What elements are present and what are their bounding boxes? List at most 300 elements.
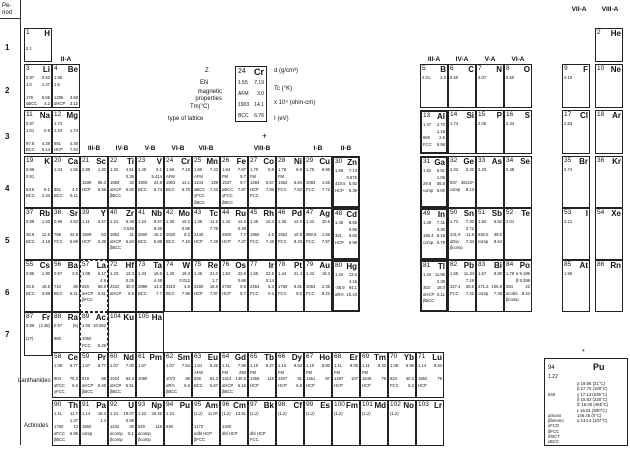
property-left: HCP — [194, 290, 203, 296]
property-left: HCP — [250, 186, 259, 192]
atomic-number: 82 — [450, 261, 458, 268]
property-left: βBCC — [423, 298, 435, 303]
property-left: BCC — [26, 147, 35, 152]
property-right: 8.64 — [493, 238, 502, 244]
element-ga — [420, 156, 448, 208]
property-left: (1.2) — [278, 411, 287, 416]
atomic-number: 41 — [138, 209, 146, 216]
property-left: 660 — [423, 135, 430, 140]
property-left: FM — [250, 369, 257, 375]
element-pb — [448, 260, 476, 312]
atomic-number: 37 — [26, 209, 34, 216]
property-left: FCC — [278, 290, 287, 296]
property-left: βcomp — [506, 297, 519, 302]
element-n — [476, 64, 504, 108]
property-left: 1.96 — [564, 271, 573, 276]
property-left: comp — [423, 187, 434, 193]
property-left: AFM — [194, 173, 203, 179]
element-symbol: Co — [263, 157, 274, 166]
property-left: 1.85 — [54, 75, 63, 80]
property-right: 7.29 — [493, 290, 502, 296]
element-symbol: Sr — [69, 209, 78, 218]
property-right: 79 — [437, 376, 442, 381]
property-left: αcubic — [506, 290, 519, 296]
element-symbol: Mg — [66, 111, 78, 120]
property-right: 7.7 — [240, 232, 246, 237]
property-right: 5.2 — [184, 232, 190, 237]
element-symbol: Al — [437, 112, 445, 121]
plutonium-detail-box — [544, 358, 628, 446]
property-left: 2996 — [138, 284, 148, 289]
element-symbol: Sm — [177, 353, 190, 362]
property-right: 1.7 — [212, 277, 218, 283]
element-ni — [276, 156, 304, 208]
legend-key-en: 1.55 — [238, 80, 248, 86]
atomic-number: 58 — [54, 353, 62, 360]
property-right: 30.0 — [125, 284, 134, 289]
legend-label-magnetic: magnetic properties — [195, 89, 222, 102]
property-right: 5.67 — [209, 382, 218, 388]
group-iiib: III-B — [87, 145, 101, 152]
atomic-number: 102 — [390, 401, 401, 408]
property-right: 5.6 — [184, 382, 190, 388]
element-cd — [332, 208, 360, 260]
property-right: 2.39 — [436, 278, 445, 284]
property-right: 8.13 — [465, 186, 474, 192]
pu-phase-label: εBCC — [548, 439, 559, 445]
property-right: 20.6 — [465, 284, 474, 289]
property-left: 2.48 — [506, 167, 515, 172]
property-right: 30.3 — [405, 376, 414, 381]
property-right: 9.39 — [348, 187, 357, 193]
property-left: comp — [478, 290, 489, 296]
element-symbol: At — [579, 261, 588, 270]
atomic-number: 99 — [306, 401, 314, 408]
atomic-number: 44 — [222, 209, 230, 216]
element-ge — [448, 156, 476, 208]
element-sc — [80, 156, 108, 208]
property-left: 1509 — [82, 232, 92, 237]
property-right: 3.89 — [41, 290, 50, 296]
property-left: 2140 — [194, 232, 204, 237]
property-left: 0.97 — [26, 121, 35, 126]
property-left: BCC — [166, 238, 175, 244]
property-right: 7.19 — [465, 277, 474, 283]
property-left: 321 — [335, 233, 342, 238]
atomic-number: 51 — [478, 209, 486, 216]
property-right: 19.3 — [181, 271, 190, 276]
property-right: 9.81 — [293, 284, 302, 289]
property-left: 1.08 — [54, 363, 63, 368]
element-symbol: Sc — [96, 157, 106, 166]
atomic-number: 33 — [478, 157, 486, 164]
property-right: 6.49 — [125, 219, 134, 224]
property-left: 1.44 — [423, 272, 432, 277]
atomic-number: 9 — [564, 65, 568, 72]
property-right: 1.19 — [436, 128, 445, 134]
group-iva: IV-A — [455, 56, 469, 63]
element-mo — [164, 208, 192, 260]
element-c — [448, 64, 476, 108]
property-right: 107 — [351, 376, 358, 381]
property-left: 1.47 — [423, 122, 432, 127]
property-right: 21.4 — [293, 271, 302, 276]
group-ib: I-B — [313, 145, 323, 152]
element-symbol: W — [182, 261, 190, 270]
property-left: (1.2) — [306, 411, 315, 416]
atomic-number: 23 — [138, 157, 146, 164]
property-right: 5.3 — [268, 284, 274, 289]
atomic-number: 61 — [138, 353, 146, 360]
property-right: 12.4 — [265, 219, 274, 224]
element-symbol: Tm — [374, 353, 386, 362]
element-ag — [304, 208, 332, 260]
property-right: 24.8 — [153, 180, 162, 185]
property-right: 22.8 — [69, 232, 78, 237]
property-left: 179 — [26, 94, 33, 100]
property-left: FCC — [250, 238, 259, 244]
property-left: αBCC — [194, 186, 206, 192]
property-left: 1.23 — [54, 127, 63, 133]
property-right: 2.63 — [69, 219, 78, 224]
property-left: 63.6 — [26, 186, 35, 192]
property-right: 0.56 — [348, 226, 357, 232]
element-symbol: Bk — [263, 401, 274, 410]
actinide-cf — [276, 400, 304, 446]
element-cl — [562, 110, 590, 154]
atomic-number: 100 — [334, 401, 345, 408]
property-right: 42 — [129, 180, 134, 185]
atomic-number: 85 — [564, 261, 572, 268]
element-au — [304, 260, 332, 312]
property-left: βBCC — [110, 193, 122, 198]
atomic-number: 46 — [278, 209, 286, 216]
group-iia: II-A — [60, 56, 72, 63]
property-left: 1.00 — [82, 323, 91, 328]
property-left: FCC — [306, 238, 315, 244]
property-right: 293 — [239, 369, 246, 375]
property-left: δBCC — [222, 199, 234, 205]
atomic-number: 90 — [54, 401, 62, 408]
property-right: 4.15 — [348, 278, 357, 284]
property-right: 6.00 — [436, 187, 445, 193]
element-ac — [80, 312, 108, 356]
element-symbol: Ac — [95, 313, 106, 322]
legend-label-tc: Tc (°K) — [274, 86, 293, 92]
atomic-number: 60 — [110, 353, 118, 360]
element-symbol: Gd — [234, 353, 246, 362]
property-left: (1.2) — [194, 411, 203, 416]
group-iiia: III-A — [427, 56, 441, 63]
property-right: 7.28 — [209, 238, 218, 244]
actinide-cm — [220, 400, 248, 446]
element-tl — [420, 260, 448, 312]
property-left: 2454 — [250, 284, 260, 289]
pu-phase-value: α 144.4 (107°C) — [577, 418, 608, 424]
actinides-label: Actinides — [24, 423, 49, 429]
property-left: BCC — [54, 193, 63, 198]
pu-phase-value: β 17.70 (190°C) — [577, 386, 608, 392]
atomic-number: 63 — [194, 353, 202, 360]
property-right: 18.0 — [436, 285, 445, 290]
property-left: 0.86 — [26, 323, 35, 328]
atomic-number: 42 — [166, 209, 174, 216]
property-left: 2.01 — [506, 219, 515, 224]
property-left: 1132 — [110, 424, 120, 429]
property-left: 2.20 — [478, 167, 487, 172]
property-left: 1.07 — [138, 363, 147, 368]
property-left: 851 — [54, 186, 61, 192]
property-left: 1.23 — [138, 219, 147, 224]
property-left: (1.2) — [390, 411, 399, 416]
property-right: 81.3 — [209, 376, 218, 381]
property-left: FCC — [278, 238, 287, 244]
property-right: 13.2 — [153, 284, 162, 289]
property-right: 8.9 — [296, 167, 302, 172]
property-left: HCP — [306, 382, 315, 388]
atomic-number: 25 — [194, 157, 202, 164]
property-right: 75.3 — [69, 376, 78, 381]
lanthanide-tm — [360, 352, 388, 398]
element-symbol: P — [496, 111, 502, 120]
legend-label-z: Z — [205, 68, 209, 74]
property-left: βcomp — [110, 437, 123, 442]
property-left: FM — [362, 369, 369, 375]
property-left: 419.5 — [335, 181, 346, 186]
element-symbol: Rb — [39, 209, 50, 218]
atomic-number: 43 — [194, 209, 202, 216]
actinide-lr — [416, 400, 444, 446]
element-fe — [220, 156, 248, 208]
property-right: 19.07 — [123, 411, 134, 416]
atomic-number: 3 — [26, 65, 30, 72]
element-symbol: Pm — [149, 353, 162, 362]
element-se — [504, 156, 532, 208]
property-left: 1356 — [250, 376, 260, 381]
property-left: 0.89 — [26, 219, 35, 224]
element-symbol: Tc — [209, 209, 218, 218]
property-left: βcomp — [138, 437, 151, 442]
property-left: 38.9 — [26, 232, 35, 237]
property-right: 5.5 — [128, 290, 134, 296]
element-ar — [595, 110, 623, 154]
atomic-number: 2 — [597, 29, 601, 36]
property-right: 3.72 — [465, 225, 474, 231]
atomic-number: 6 — [450, 65, 454, 72]
element-h — [24, 28, 52, 62]
property-right: 7.64 — [69, 147, 78, 152]
pu-symbol: Pu — [593, 362, 605, 372]
element-symbol: Ho — [319, 353, 330, 362]
property-left: 1.36 — [194, 219, 203, 224]
element-symbol: O — [523, 65, 530, 74]
element-symbol: Sb — [491, 209, 502, 218]
lanthanides-label: Lanthanides — [18, 378, 51, 384]
property-left: 1.45 — [138, 167, 147, 172]
element-ti — [108, 156, 136, 208]
property-left: 1.45 — [250, 219, 259, 224]
property-left: βBCC — [82, 389, 94, 394]
property-right: 139 — [211, 180, 218, 185]
element-symbol: H — [44, 29, 50, 38]
atomic-number: 74 — [166, 261, 174, 268]
property-right: 7.89 — [237, 363, 246, 368]
property-right: 6.1 — [44, 186, 50, 192]
element-symbol: Ge — [463, 157, 474, 166]
property-left: FCC — [390, 382, 399, 388]
property-right: 3.5 — [72, 271, 78, 276]
property-right: 7.87 — [237, 167, 246, 172]
atomic-number: 17 — [564, 111, 572, 118]
element-symbol: Ra — [67, 313, 78, 322]
property-left: 1.14 — [82, 411, 91, 416]
element-symbol: He — [610, 29, 621, 38]
element-symbol: Ku — [123, 313, 134, 322]
element-sn — [448, 208, 476, 260]
element-symbol: Cl — [580, 111, 588, 120]
property-left: 2620 — [166, 232, 176, 237]
property-left: HCP — [278, 382, 287, 388]
property-right: 7.13 — [348, 168, 357, 173]
property-right: 9.46 — [153, 225, 162, 231]
property-right: (2.48) — [39, 323, 50, 328]
actinide-bk — [248, 400, 276, 446]
actinide-th — [52, 400, 80, 446]
property-left: 824 — [390, 376, 397, 381]
element-symbol: Ag — [319, 209, 330, 218]
element-symbol: Es — [320, 401, 330, 410]
property-left: 1.11 — [82, 219, 90, 224]
element-symbol: Ta — [153, 261, 162, 270]
property-left: 2700 — [222, 284, 232, 289]
property-right: 13.51 — [235, 411, 246, 416]
property-left: -38.9 — [335, 285, 345, 290]
element-symbol: Te — [521, 209, 530, 218]
property-left: 1.49 — [423, 220, 432, 225]
property-left: (1.2) — [250, 411, 259, 416]
lanthanide-ho — [304, 352, 332, 398]
element-mg — [52, 110, 80, 154]
property-left: αHCP — [82, 382, 94, 388]
lanthanide-er — [332, 352, 360, 398]
property-right: 9.22 — [321, 290, 330, 296]
property-right: 1.20 — [97, 167, 106, 172]
property-right: 5.91 — [436, 168, 445, 173]
property-left: 1050 — [82, 336, 92, 341]
element-symbol: Po — [519, 261, 530, 270]
property-left: 2.44 — [506, 121, 515, 126]
pu-atomic-number: 94 — [548, 365, 555, 371]
property-right: 60 — [73, 284, 78, 289]
element-mn — [192, 156, 220, 208]
property-left: 1.74 — [54, 121, 63, 126]
property-right: 16.6 — [153, 271, 162, 276]
property-right: 9.2 — [268, 290, 274, 296]
property-right: 1.74 — [69, 127, 78, 133]
property-left: 1.11 — [334, 363, 342, 368]
property-right: 5.32 — [465, 167, 474, 172]
atomic-number: 104 — [110, 313, 121, 320]
property-right: 5.28 — [97, 342, 106, 348]
property-left: 1.44 — [335, 272, 344, 277]
property-right: 8.65 — [348, 220, 357, 225]
atomic-number: 66 — [278, 353, 286, 360]
atomic-number: 77 — [250, 261, 258, 268]
property-right: 5.414 — [151, 173, 162, 179]
property-left: FM — [334, 369, 341, 375]
legend-label-en: EN — [200, 80, 209, 86]
property-left: 1903 — [166, 180, 176, 185]
atomic-number: 19 — [26, 157, 34, 164]
property-left: 1072 — [166, 376, 176, 381]
lanthanide-pm — [136, 352, 164, 398]
property-right: 8.96 — [321, 167, 330, 172]
legend-label-lattice: type of lattice — [168, 116, 204, 122]
element-p — [476, 110, 504, 154]
property-left: HCP — [335, 239, 344, 245]
property-left: 710 — [54, 284, 61, 289]
actinide-np — [136, 400, 164, 446]
element-zr — [108, 208, 136, 260]
element-symbol: In — [437, 210, 445, 219]
property-left: 1.07 — [110, 363, 119, 368]
property-right: 8.33 — [293, 238, 302, 244]
property-right: 2.35 — [321, 284, 330, 289]
pu-phase-value: γ 17.14 (235°C) — [577, 391, 608, 397]
pu-phase-value: α 19.86 (21°C) — [577, 381, 606, 386]
property-left: 1.22 — [110, 411, 119, 416]
legend-label-density: d (g/cm³) — [274, 68, 298, 74]
property-left: (1.2) — [362, 411, 371, 416]
property-right: 8.27 — [265, 363, 274, 368]
property-left: αFCC — [54, 382, 66, 388]
property-left: 1545 — [362, 376, 372, 381]
property-left: BCC — [138, 238, 147, 244]
legend-key-mag: AFM — [238, 91, 249, 97]
header-divider — [0, 18, 20, 19]
property-right: 8.55 — [41, 94, 50, 100]
property-left: 2.1 — [26, 45, 32, 51]
element-symbol: Ni — [294, 157, 302, 166]
property-left: 2.99 — [82, 167, 91, 172]
property-right: 0.39 — [125, 173, 134, 179]
atomic-number: 45 — [250, 209, 258, 216]
lanthanide-tb — [248, 352, 276, 398]
element-symbol: Au — [319, 261, 330, 270]
period-7: 7 — [5, 330, 10, 339]
property-right: 13.6 — [348, 272, 357, 277]
property-right: 12.2 — [237, 219, 246, 224]
property-right: 6.77 — [97, 363, 106, 368]
property-left: FM — [250, 173, 257, 179]
group-iib: II-B — [340, 145, 352, 152]
plus-mark: + — [262, 131, 268, 141]
element-la — [80, 260, 108, 312]
atomic-number: 31 — [423, 158, 431, 165]
property-right: 11.87 — [207, 411, 218, 416]
property-left: 1493 — [250, 180, 260, 185]
property-left: 1461 — [306, 376, 316, 381]
property-left: 0.97 — [54, 323, 63, 328]
legend-key-cell — [235, 66, 267, 122]
property-left: 28.5 — [26, 284, 35, 289]
property-left: 1.23 — [110, 271, 119, 276]
element-symbol: Pd — [291, 209, 302, 218]
property-left: 156.4 — [423, 233, 434, 238]
element-symbol: Ha — [151, 313, 162, 322]
property-left: 1.07 — [166, 363, 175, 368]
property-left: 1.76 — [506, 271, 515, 276]
